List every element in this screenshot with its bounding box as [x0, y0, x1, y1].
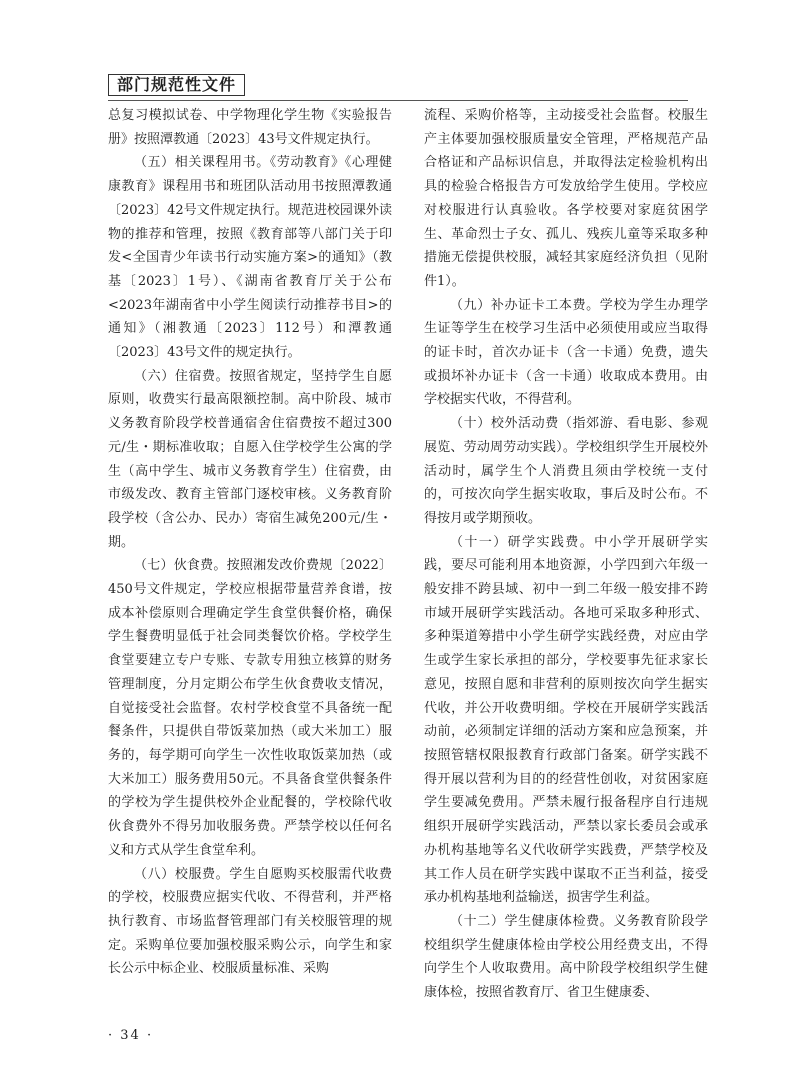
paragraph: （九）补办证卡工本费。学校为学生办理学生证等学生在校学习生活中必须使用或应当取得的证卡时，首次办证卡（含一卡通）免费，遗失或损坏补办证卡（含一卡通）收取成本费用。由学校据实代收，不得营利。 [424, 297, 708, 408]
section-title: 部门规范性文件 [108, 74, 245, 96]
paragraph: 流程、采购价格等，主动接受社会监督。校服生产主体要加强校服质量安全管理，严格规范产品合格证和产品标识信息，并取得法定检验机构出具的检验合格报告方可发放给学生使用。学校应对校服进行认真验收。各学校要对家庭贫困学生、革命烈士子女、孤儿、残疾儿童等采取多种措施无偿提供校服，减轻其家庭经济负担（见附件1）。 [424, 108, 708, 289]
paragraph: 总复习模拟试卷、中学物理化学生物《实验报告册》按照潭教通〔2023〕43号文件规定执行。 [108, 108, 392, 147]
paragraph: （十）校外活动费（指郊游、看电影、参观展览、劳动周劳动实践）。学校组织学生开展校外活动时，属学生个人消费且须由学校统一支付的，可按次向学生据实收取，事后及时公布。不得按月或学期预收。 [424, 416, 708, 526]
left-column [108, 104, 392, 981]
header-divider [108, 100, 688, 101]
right-column [424, 104, 708, 1005]
paragraph: （六）住宿费。按照省规定，坚持学生自愿原则，收费实行最高限额控制。高中阶段、城市义务教育阶段学校普通宿舍住宿费按不超过300元/生・期标准收取；自愿入住学校学生公寓的学生（高中学生、城市义务教育学生）住宿费，由市级发改、教育主管部门逐校审核。义务教育阶段学校（含公办、民办）寄宿生减免200元/生・期。 [108, 368, 392, 550]
paragraph: （十二）学生健康体检费。义务教育阶段学校组织学生健康体检由学校公用经费支出，不得向学生个人收取费用。高中阶段学校组织学生健康体检，按照省教育厅、省卫生健康委、 [424, 913, 708, 1001]
page-number: · 34 · [108, 1028, 154, 1043]
paragraph: （五）相关课程用书。《劳动教育》《心理健康教育》课程用书和班团队活动用书按照潭教通〔2023〕42号文件规定执行。规范进校园课外读物的推荐和管理，按照《教育部等八部门关于印发<全国青少年读书行动实施方案>的通知》（教基〔2023〕1号）、《湖南省教育厅关于公布<2023年湖南省中小学生阅读行动推荐书目>的通知》（湘教通〔2023〕112号）和潭教通〔2023〕43号文件的规定执行。 [108, 155, 392, 361]
paragraph: （八）校服费。学生自愿购买校服需代收费的学校，校服费应据实代收、不得营利，并严格执行教育、市场监督管理部门有关校服管理的规定。采购单位要加强校服采购公示，向学生和家长公示中标企业、校服质量标准、采购 [108, 866, 392, 977]
paragraph: （七）伙食费。按照湘发改价费规〔2022〕450号文件规定，学校应根据带量营养食谱，按成本补偿原则合理确定学生食堂供餐价格，确保学生餐费明显低于社会同类餐饮价格。学校学生食堂要建立专户专账、专款专用独立核算的财务管理制度，分月定期公布学生伙食费收支情况，自觉接受社会监督。农村学校食堂不具备统一配餐条件，只提供自带饭菜加热（或大米加工）服务的，每学期可向学生一次性收取饭菜加热（或大米加工）服务费用50元。不具备食堂供餐条件的学校为学生提供校外企业配餐的，学校除代收伙食费外不得另加收服务费。严禁学校以任何名义和方式从学生食堂牟利。 [108, 558, 392, 858]
paragraph: （十一）研学实践费。中小学开展研学实践，要尽可能利用本地资源，小学四到六年级一般安排不跨县域、初中一到二年级一般安排不跨市域开展研学实践活动。各地可采取多种形式、多种渠道筹措中小学生研学实践经费，对应由学生或学生家长承担的部分，学校要事先征求家长意见，按照自愿和非营利的原则按次向学生据实代收，并公开收费明细。学校在开展研学实践活动前，必须制定详细的活动方案和应急预案，并按照管辖权限报教育行政部门备案。研学实践不得开展以营利为目的的经营性创收，对贫困家庭学生要减免费用。严禁未履行报备程序自行违规组织开展研学实践活动，严禁以家长委员会或承办机构基地等名义代收研学实践费，严禁学校及其工作人员在研学实践中谋取不正当利益，接受承办机构基地利益输送，损害学生利益。 [424, 534, 708, 906]
page-header [108, 70, 708, 100]
